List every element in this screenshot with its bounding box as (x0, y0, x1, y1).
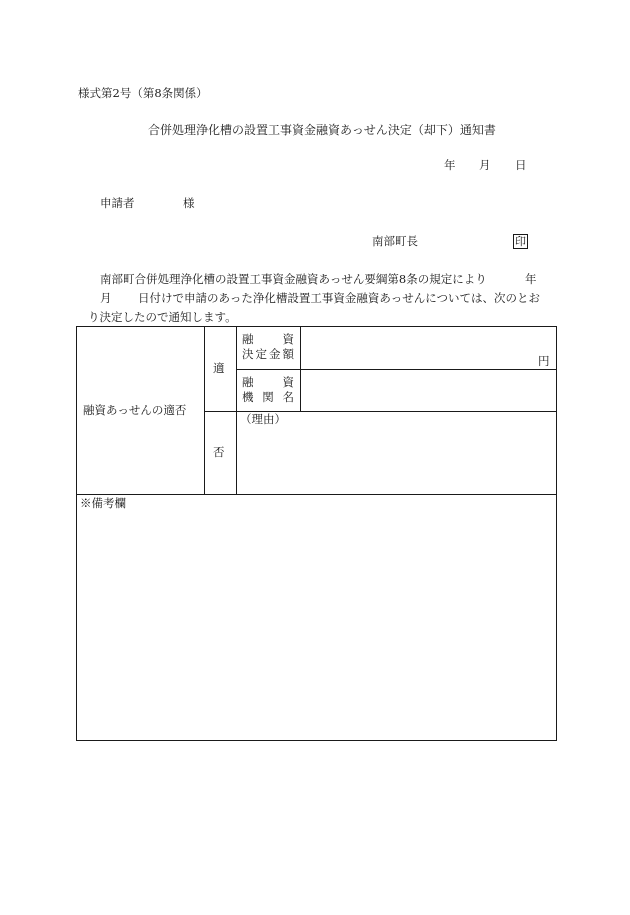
date-day-label: 日 (515, 158, 527, 172)
row-header-label: 融資あっせんの適否 (83, 403, 187, 417)
amount-unit: 円 (538, 354, 550, 368)
body-line-1: 南部町合併処理浄化槽の設置工事資金融資あっせん要綱第8条の規定により (100, 272, 487, 286)
body-month-label: 月 (100, 291, 112, 305)
form-number: 様式第2号（第8条関係） (78, 86, 208, 100)
institution-label-line-1: 融 資 (242, 375, 294, 389)
body-line-2: 日付けで申請のあった浄化槽設置工事資金融資あっせんについては、次のとお (138, 291, 541, 305)
column-divider-1 (204, 326, 205, 494)
column-divider-2 (236, 326, 237, 494)
decision-table (76, 326, 557, 741)
amount-label-line-2: 決定金額 (242, 346, 294, 361)
applicant-label: 申請者 (100, 196, 135, 210)
remarks-label: ※備考欄 (80, 496, 126, 510)
approve-label: 適 (213, 361, 225, 375)
document-title: 合併処理浄化槽の設置工事資金融資あっせん決定（却下）通知書 (148, 123, 496, 137)
amount-label (242, 334, 294, 360)
date-year-label: 年 (444, 158, 456, 172)
institution-label-line-2: 機関名 (242, 389, 294, 404)
table-divider (76, 494, 557, 495)
applicant-honorific: 様 (183, 196, 195, 210)
seal-mark: 印 (515, 235, 526, 248)
issuer-name: 南部町長 (372, 234, 418, 248)
body-year-label: 年 (525, 272, 537, 286)
row-divider-amount (236, 369, 557, 370)
date-month-label: 月 (479, 158, 491, 172)
amount-label-line-1: 融 資 (242, 332, 294, 346)
reason-label: （理由） (240, 412, 286, 426)
institution-label (242, 377, 294, 403)
body-line-3: り決定したので通知します。 (88, 310, 237, 324)
reject-label: 否 (213, 445, 225, 459)
